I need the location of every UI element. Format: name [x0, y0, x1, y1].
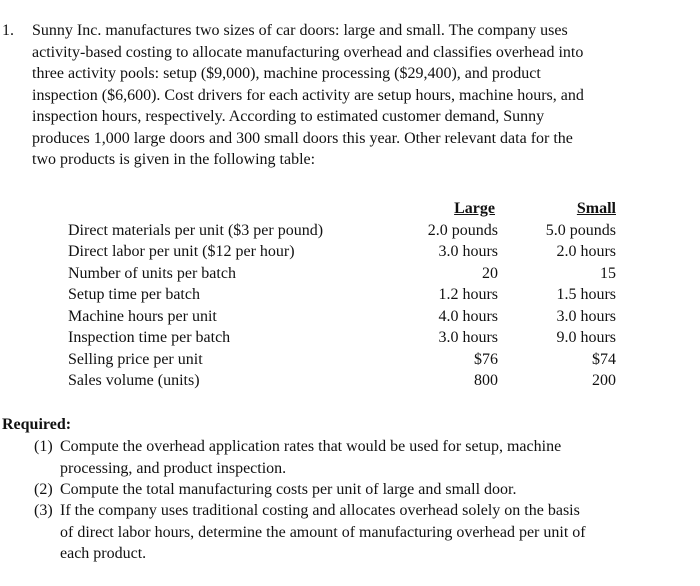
requirement-number: (3): [34, 502, 53, 519]
table-row: [68, 263, 628, 285]
large-value: $76: [474, 350, 498, 368]
large-value: 1.2 hours: [438, 286, 498, 303]
requirement-line: processing, and product inspection.: [60, 459, 287, 477]
large-value: 3.0 hours: [438, 243, 498, 260]
table-row: [68, 241, 628, 263]
intro-line: inspection ($6,600). Cost drivers for each activity are setup hours, machine hours, and: [32, 86, 584, 104]
product-data-table: [68, 198, 628, 392]
table-row: [68, 306, 628, 328]
table-row: [68, 284, 628, 306]
small-value: 1.5 hours: [556, 286, 616, 303]
intro-line: produces 1,000 large doors and 300 small doors this year. Other relevant data for the: [32, 129, 573, 147]
table-row: [68, 370, 628, 392]
small-value: 15: [600, 264, 616, 282]
column-header-large: Large: [454, 200, 495, 217]
small-value: 9.0 hours: [556, 329, 616, 346]
requirement-number: (2): [34, 481, 53, 498]
small-value: $74: [592, 350, 616, 368]
table-row: [68, 220, 628, 242]
row-label: Direct materials per unit ($3 per pound): [68, 221, 324, 239]
large-value: 3.0 hours: [438, 329, 498, 346]
row-label: Machine hours per unit: [68, 307, 217, 325]
row-label: Sales volume (units): [68, 372, 200, 389]
small-value: 5.0 pounds: [545, 221, 616, 239]
required-heading: Required:: [2, 416, 72, 433]
requirement-line: If the company uses traditional costing and allocates overhead solely on the basis: [60, 502, 580, 519]
small-value: 3.0 hours: [556, 307, 616, 325]
requirement-line: each product.: [60, 545, 147, 562]
large-value: 2.0 pounds: [427, 221, 498, 239]
row-label: Number of units per batch: [68, 264, 236, 282]
intro-line: three activity pools: setup ($9,000), machine processing ($29,400), and product: [32, 65, 541, 82]
table-row: [68, 349, 628, 371]
small-value: 2.0 hours: [556, 243, 616, 260]
row-label: Direct labor per unit ($12 per hour): [68, 243, 295, 260]
intro-line: two products is given in the following table:: [32, 151, 316, 168]
large-value: 20: [482, 264, 498, 282]
table-row: [68, 327, 628, 349]
requirement-line: Compute the total manufacturing costs per unit of large and small door.: [60, 481, 517, 498]
large-value: 4.0 hours: [438, 307, 498, 325]
requirement-line: Compute the overhead application rates that would be used for setup, machine: [60, 438, 562, 455]
table-header-row: [68, 198, 628, 220]
requirement-line: of direct labor hours, determine the amount of manufacturing overhead per unit of: [60, 523, 586, 541]
problem-number: 1.: [2, 22, 14, 39]
intro-line: Sunny Inc. manufactures two sizes of car doors: large and small. The company uses: [32, 22, 568, 39]
requirement-item: [34, 479, 684, 501]
large-value: 800: [474, 372, 498, 389]
requirement-number: (1): [34, 438, 53, 455]
intro-line: inspection hours, respectively. According to estimated customer demand, Sunny: [32, 108, 545, 125]
row-label: Selling price per unit: [68, 350, 203, 368]
column-header-small: Small: [576, 200, 616, 217]
row-label: Setup time per batch: [68, 286, 200, 303]
intro-line: activity-based costing to allocate manufacturing overhead and classifies overhead into: [32, 43, 584, 61]
small-value: 200: [592, 372, 616, 389]
requirement-item: [34, 500, 684, 565]
row-label: Inspection time per batch: [68, 329, 231, 346]
requirement-item: [34, 436, 684, 479]
problem-intro: [32, 20, 694, 171]
